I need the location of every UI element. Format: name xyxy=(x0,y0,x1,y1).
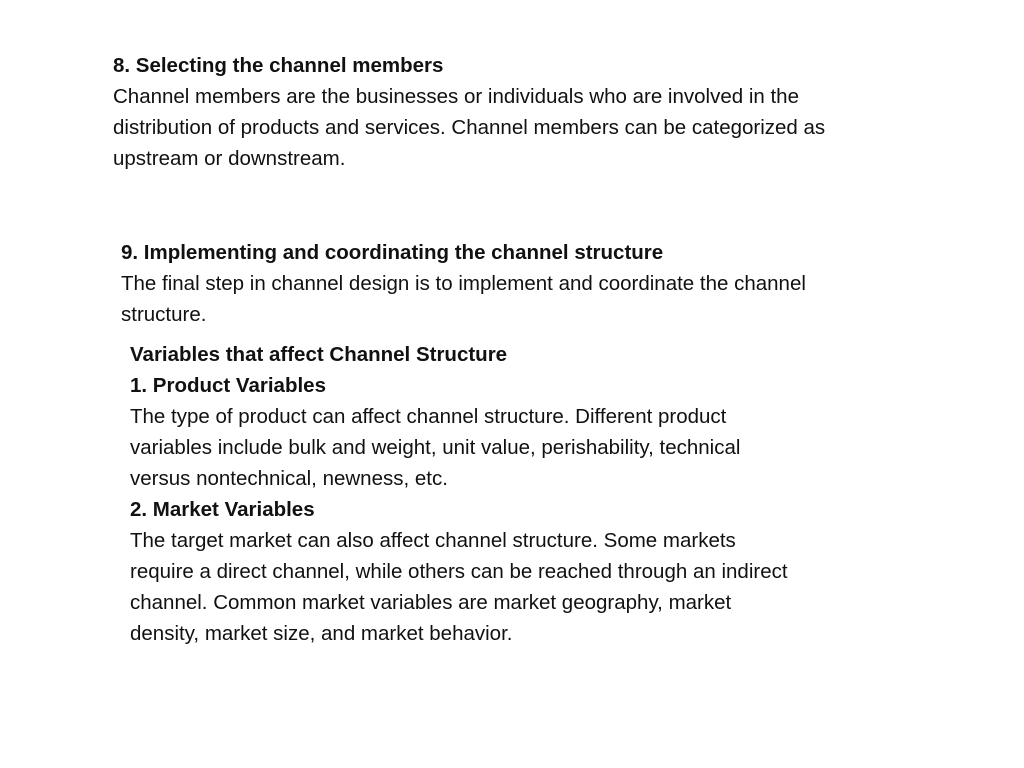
paragraph-line: The target market can also affect channel structure. Some markets xyxy=(130,529,736,552)
paragraph-line: require a direct channel, while others can be reached through an indirect xyxy=(130,560,788,583)
variables-title: Variables that affect Channel Structure xyxy=(130,343,508,366)
section-heading: 9. Implementing and coordinating the channel structure xyxy=(121,241,664,264)
paragraph-line: channel. Common market variables are market geography, market xyxy=(130,591,732,614)
paragraph-line: distribution of products and services. Channel members can be categorized as xyxy=(113,116,826,139)
market-variables-heading: 2. Market Variables xyxy=(130,498,315,521)
paragraph-line: The final step in channel design is to implement and coordinate the channel xyxy=(121,272,806,295)
paragraph-line: structure. xyxy=(121,303,207,326)
paragraph-line: versus nontechnical, newness, etc. xyxy=(130,467,448,490)
paragraph-line: Channel members are the businesses or individuals who are involved in the xyxy=(113,85,799,108)
paragraph-line: variables include bulk and weight, unit value, perishability, technical xyxy=(130,436,741,459)
paragraph-line: The type of product can affect channel structure. Different product xyxy=(130,405,727,428)
section-implementing-channel-structure xyxy=(121,237,806,330)
paragraph-line: upstream or downstream. xyxy=(113,147,346,170)
paragraph-line: density, market size, and market behavior. xyxy=(130,622,513,645)
section-heading: 8. Selecting the channel members xyxy=(113,54,444,77)
section-channel-structure-variables xyxy=(130,339,788,649)
section-selecting-channel-members xyxy=(113,50,825,174)
product-variables-heading: 1. Product Variables xyxy=(130,374,326,397)
